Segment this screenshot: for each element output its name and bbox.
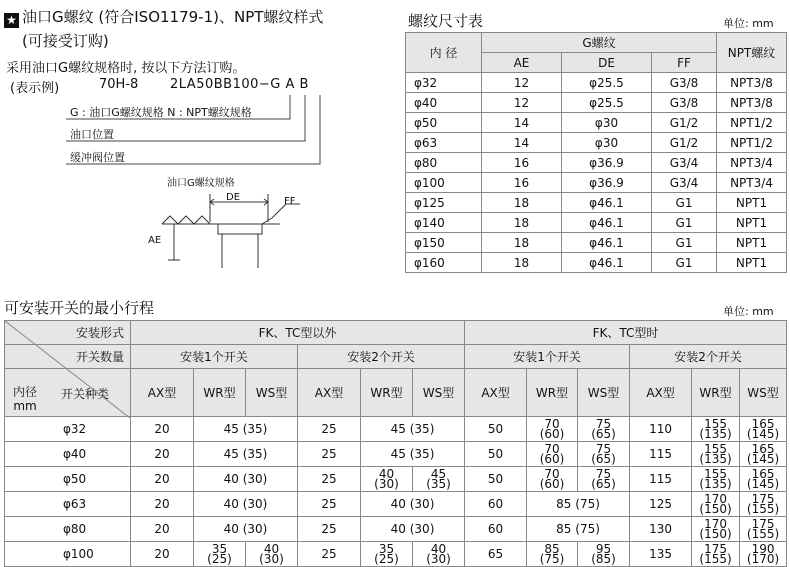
table-cell: φ50 xyxy=(406,113,482,133)
bore-cell: φ40 xyxy=(5,442,131,467)
table-cell: 20 xyxy=(131,442,194,467)
header-non-fk-tc: FK、TC型以外 xyxy=(131,321,465,345)
example-model: 70H-8 xyxy=(99,77,139,92)
table-row xyxy=(406,153,787,173)
table-cell xyxy=(527,542,578,567)
table-cell: 25 xyxy=(298,467,361,492)
table-cell: G1 xyxy=(652,253,717,273)
cell-value: 35 xyxy=(211,542,228,556)
header-switch-type: 开关种类 xyxy=(61,387,110,401)
cell-value: 35 xyxy=(378,542,395,556)
cell-value-paren: (150) xyxy=(699,502,732,516)
table-cell: φ25.5 xyxy=(562,93,652,113)
header-ws-1: WS型 xyxy=(246,369,298,417)
cell-value: 170 xyxy=(704,492,727,506)
table-cell: 115 xyxy=(630,467,692,492)
diagram-label-ae: AE xyxy=(148,235,162,246)
table-cell: 45 (35) xyxy=(361,442,465,467)
table-cell xyxy=(740,417,787,442)
table-cell: 18 xyxy=(482,193,562,213)
header-ae: AE xyxy=(482,53,562,73)
cell-value: 85 xyxy=(544,542,560,556)
cell-value: 155 xyxy=(704,417,727,431)
table-cell: G1 xyxy=(652,193,717,213)
table-cell: 16 xyxy=(482,173,562,193)
example-code: 2LA50BB100−G A B xyxy=(170,77,309,92)
table-cell: 25 xyxy=(298,417,361,442)
cell-value: 75 xyxy=(595,467,612,481)
table-cell: 60 xyxy=(465,492,527,517)
table-cell: 18 xyxy=(482,213,562,233)
bore-cell: φ80 xyxy=(5,517,131,542)
cell-value-paren: (85) xyxy=(591,552,616,566)
table-cell: 125 xyxy=(630,492,692,517)
cell-value: 40 xyxy=(430,542,447,556)
table-cell: 50 xyxy=(465,442,527,467)
table-cell: φ125 xyxy=(406,193,482,213)
bore-cell: φ32 xyxy=(5,417,131,442)
cell-value: 155 xyxy=(704,467,727,481)
cell-value-paren: (145) xyxy=(746,427,780,441)
header-mount-type: 安装形式 xyxy=(5,321,131,345)
stroke-table-unit: 单位: mm xyxy=(723,305,774,318)
cell-value-paren: (135) xyxy=(699,477,732,491)
table-cell: 12 xyxy=(482,73,562,93)
stroke-table-title: 可安装开关的最小行程 xyxy=(4,299,155,317)
table-row xyxy=(406,133,787,153)
table-cell: G1/2 xyxy=(652,113,717,133)
cell-value-paren: (155) xyxy=(699,552,732,566)
table-cell: φ46.1 xyxy=(562,233,652,253)
header-switch-count: 开关数量 xyxy=(5,345,131,369)
header-wr-3: WR型 xyxy=(527,369,578,417)
table-cell: 14 xyxy=(482,113,562,133)
header-wr-2: WR型 xyxy=(361,369,413,417)
table-cell xyxy=(413,467,465,492)
table-cell: 45 (35) xyxy=(361,417,465,442)
table-cell: 20 xyxy=(131,467,194,492)
cell-value-paren: (30) xyxy=(374,477,399,491)
table-cell: 85 (75) xyxy=(527,517,630,542)
table-cell: 40 (30) xyxy=(194,467,298,492)
table-row xyxy=(406,253,787,273)
table-cell xyxy=(740,442,787,467)
table-cell: 110 xyxy=(630,417,692,442)
note-port-position: 油口位置 xyxy=(70,128,114,141)
table-cell: 25 xyxy=(298,517,361,542)
table-row xyxy=(406,173,787,193)
table-cell: φ100 xyxy=(406,173,482,193)
header-fk-tc: FK、TC型时 xyxy=(465,321,787,345)
table-cell: 40 (30) xyxy=(194,517,298,542)
example-label: (表示例) xyxy=(10,81,60,96)
table-cell: 20 xyxy=(131,542,194,567)
table-cell: φ40 xyxy=(406,93,482,113)
header-ws-4: WS型 xyxy=(740,369,787,417)
cell-value: 75 xyxy=(595,417,612,431)
table-cell: G1/2 xyxy=(652,133,717,153)
table-cell: 20 xyxy=(131,517,194,542)
table-cell: 65 xyxy=(465,542,527,567)
table-cell: φ150 xyxy=(406,233,482,253)
cell-value-paren: (30) xyxy=(426,552,451,566)
table-cell: G3/4 xyxy=(652,173,717,193)
table-cell: NPT1/2 xyxy=(717,113,787,133)
cell-value-paren: (30) xyxy=(259,552,284,566)
header-ws-3: WS型 xyxy=(578,369,630,417)
thread-size-table xyxy=(405,32,787,273)
table-cell: 14 xyxy=(482,133,562,153)
header-wr-4: WR型 xyxy=(692,369,740,417)
cell-value: 190 xyxy=(751,542,775,556)
table-row xyxy=(406,113,787,133)
table-cell: φ46.1 xyxy=(562,253,652,273)
header-npt-thread: NPT螺纹 xyxy=(717,33,787,73)
table-cell: φ36.9 xyxy=(562,153,652,173)
cell-value: 45 xyxy=(430,467,447,481)
cell-value-paren: (60) xyxy=(539,427,565,441)
cell-value-paren: (35) xyxy=(426,477,451,491)
table-cell: φ30 xyxy=(562,133,652,153)
cell-value-paren: (155) xyxy=(746,502,780,516)
order-description: 采用油口G螺纹规格时, 按以下方法订购。 xyxy=(6,61,246,76)
table-cell: 60 xyxy=(465,517,527,542)
table-cell: 115 xyxy=(630,442,692,467)
table-cell: 16 xyxy=(482,153,562,173)
header-g-thread: G螺纹 xyxy=(482,33,717,53)
cell-value-paren: (65) xyxy=(591,452,616,466)
header-ax-1: AX型 xyxy=(131,369,194,417)
table-cell: NPT1 xyxy=(717,233,787,253)
table-row xyxy=(5,542,787,567)
table-cell: 130 xyxy=(630,517,692,542)
table-cell: φ30 xyxy=(562,113,652,133)
cell-value: 175 xyxy=(751,517,775,531)
table-cell: 12 xyxy=(482,93,562,113)
table-row xyxy=(406,73,787,93)
table-cell: φ32 xyxy=(406,73,482,93)
table-cell: φ140 xyxy=(406,213,482,233)
table-cell: 40 (30) xyxy=(361,517,465,542)
table-cell: NPT1 xyxy=(717,193,787,213)
cell-value: 40 xyxy=(263,542,280,556)
header-two-switch-b: 安装2个开关 xyxy=(630,345,787,369)
table-cell xyxy=(740,467,787,492)
bore-cell: φ50 xyxy=(5,467,131,492)
cell-value-paren: (145) xyxy=(746,477,780,491)
header-diagonal-line xyxy=(5,321,130,418)
table-cell xyxy=(578,467,630,492)
table-cell xyxy=(578,542,630,567)
table-cell: 25 xyxy=(298,492,361,517)
table-cell: 25 xyxy=(298,442,361,467)
table-cell xyxy=(740,492,787,517)
table-cell: φ160 xyxy=(406,253,482,273)
header-one-switch-a: 安装1个开关 xyxy=(131,345,298,369)
table-cell xyxy=(740,542,787,567)
header-bore: 内 径 xyxy=(406,33,482,73)
table-cell: φ80 xyxy=(406,153,482,173)
cell-value-paren: (135) xyxy=(699,427,732,441)
table-cell: G3/8 xyxy=(652,73,717,93)
table-cell: 18 xyxy=(482,253,562,273)
header-two-switch-a: 安装2个开关 xyxy=(298,345,465,369)
table-row xyxy=(5,417,787,442)
section-title: ★ 油口G螺纹 (符合ISO1179-1)、NPT螺纹样式 xyxy=(4,6,323,28)
table-cell xyxy=(246,542,298,567)
table-cell: NPT3/4 xyxy=(717,153,787,173)
table-cell: φ46.1 xyxy=(562,213,652,233)
table-cell xyxy=(578,417,630,442)
diagram-label-de: DE xyxy=(226,192,241,203)
cell-value-paren: (170) xyxy=(746,552,780,566)
table-cell: NPT3/4 xyxy=(717,173,787,193)
table-cell: G1 xyxy=(652,233,717,253)
table-cell: φ46.1 xyxy=(562,193,652,213)
table-cell: NPT1/2 xyxy=(717,133,787,153)
table-cell: NPT3/8 xyxy=(717,73,787,93)
thread-table-title: 螺纹尺寸表 xyxy=(408,12,484,30)
cell-value-paren: (25) xyxy=(207,552,232,566)
section-subtitle: (可接受订购) xyxy=(22,32,109,50)
star-icon: ★ xyxy=(4,13,19,28)
table-cell xyxy=(527,467,578,492)
table-cell: NPT1 xyxy=(717,213,787,233)
table-cell xyxy=(692,417,740,442)
note-thread-spec: G : 油口G螺纹规格 N : NPT螺纹规格 xyxy=(70,106,252,119)
diagram-title: 油口G螺纹规格 xyxy=(167,178,235,189)
header-ax-4: AX型 xyxy=(630,369,692,417)
table-row xyxy=(406,233,787,253)
note-cushion-valve: 缓冲阀位置 xyxy=(70,151,125,164)
bore-cell: φ100 xyxy=(5,542,131,567)
header-ax-3: AX型 xyxy=(465,369,527,417)
table-row xyxy=(406,193,787,213)
header-ff: FF xyxy=(652,53,717,73)
header-ws-2: WS型 xyxy=(413,369,465,417)
cell-value: 155 xyxy=(704,442,727,456)
table-cell: 40 (30) xyxy=(194,492,298,517)
header-wr-1: WR型 xyxy=(194,369,246,417)
table-cell: 50 xyxy=(465,417,527,442)
cell-value: 165 xyxy=(751,417,775,431)
table-cell: NPT1 xyxy=(717,253,787,273)
thread-table-unit: 单位: mm xyxy=(723,17,774,30)
cell-value-paren: (60) xyxy=(539,452,565,466)
cell-value: 70 xyxy=(544,467,560,481)
cell-value-paren: (60) xyxy=(539,477,565,491)
cell-value: 175 xyxy=(751,492,775,506)
table-cell: NPT3/8 xyxy=(717,93,787,113)
cell-value-paren: (145) xyxy=(746,452,780,466)
table-cell: φ25.5 xyxy=(562,73,652,93)
table-cell: G3/4 xyxy=(652,153,717,173)
table-cell: G3/8 xyxy=(652,93,717,113)
cell-value: 40 xyxy=(378,467,395,481)
table-row xyxy=(5,467,787,492)
cell-value-paren: (155) xyxy=(746,527,780,541)
table-cell xyxy=(692,442,740,467)
table-row xyxy=(5,517,787,542)
table-cell: 135 xyxy=(630,542,692,567)
table-cell xyxy=(527,417,578,442)
cell-value: 170 xyxy=(704,517,727,531)
table-cell: 18 xyxy=(482,233,562,253)
cell-value-paren: (135) xyxy=(699,452,732,466)
cell-value-paren: (150) xyxy=(699,527,732,541)
table-cell xyxy=(413,542,465,567)
cell-value: 70 xyxy=(544,442,560,456)
table-cell xyxy=(692,467,740,492)
table-cell xyxy=(361,467,413,492)
table-cell: 20 xyxy=(131,492,194,517)
table-cell xyxy=(194,542,246,567)
table-cell xyxy=(740,517,787,542)
cell-value-paren: (65) xyxy=(591,477,616,491)
table-cell xyxy=(692,542,740,567)
cell-value: 95 xyxy=(595,542,612,556)
header-bore-unit: mm xyxy=(13,399,37,413)
table-cell: φ36.9 xyxy=(562,173,652,193)
cell-value-paren: (65) xyxy=(591,427,616,441)
diagram-label-ff: FF xyxy=(284,196,296,207)
table-cell: 85 (75) xyxy=(527,492,630,517)
table-row xyxy=(5,442,787,467)
table-row xyxy=(406,213,787,233)
table-cell: 45 (35) xyxy=(194,417,298,442)
table-cell: 45 (35) xyxy=(194,442,298,467)
table-cell xyxy=(692,517,740,542)
table-cell: 20 xyxy=(131,417,194,442)
header-bore-label: 内径 xyxy=(13,385,38,399)
table-cell: φ63 xyxy=(406,133,482,153)
table-cell: 50 xyxy=(465,467,527,492)
table-row xyxy=(406,93,787,113)
header-ax-2: AX型 xyxy=(298,369,361,417)
cell-value: 165 xyxy=(751,467,775,481)
cell-value-paren: (25) xyxy=(374,552,399,566)
cell-value: 70 xyxy=(544,417,560,431)
table-cell: G1 xyxy=(652,213,717,233)
table-cell xyxy=(578,442,630,467)
table-cell xyxy=(361,542,413,567)
cell-value: 75 xyxy=(595,442,612,456)
table-cell xyxy=(527,442,578,467)
cell-value-paren: (75) xyxy=(539,552,565,566)
table-cell xyxy=(692,492,740,517)
table-cell: 25 xyxy=(298,542,361,567)
cell-value: 165 xyxy=(751,442,775,456)
header-one-switch-b: 安装1个开关 xyxy=(465,345,630,369)
table-cell: 40 (30) xyxy=(361,492,465,517)
header-de: DE xyxy=(562,53,652,73)
cell-value: 175 xyxy=(704,542,727,556)
bore-cell: φ63 xyxy=(5,492,131,517)
table-row xyxy=(5,492,787,517)
